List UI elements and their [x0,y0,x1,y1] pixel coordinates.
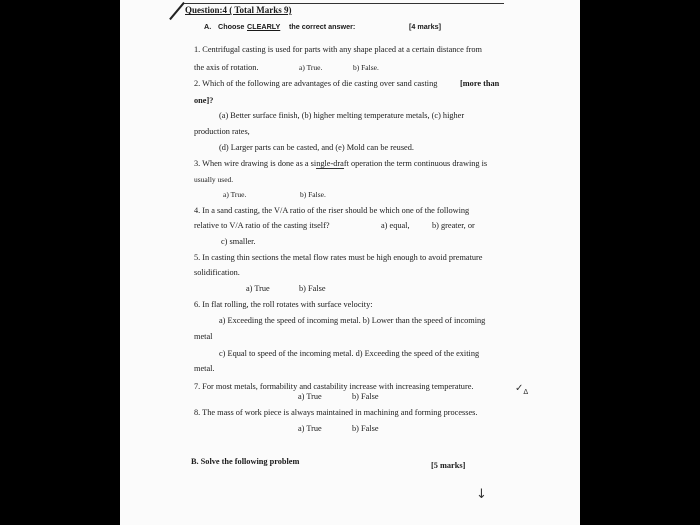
q8-option-b: b) False [352,424,379,433]
q6-options-1-cont: metal [194,332,213,341]
underline-mark [316,168,344,169]
q7-option-a: a) True [298,392,322,401]
q4-text: 4. In a sand casting, the V/A ratio of the riser should be which one of the following [194,206,470,215]
q5-text-cont: solidification. [194,268,240,277]
q5-text: 5. In casting thin sections the metal flow rates must be high enough to avoid premature [194,253,483,262]
q2-options-1: (a) Better surface finish, (b) higher melting temperature metals, (c) higher [219,111,465,120]
q1-option-a: a) True. [299,63,323,72]
q8-option-a: a) True [298,424,322,433]
top-rule [184,3,504,4]
q5-option-a: a) True [246,284,270,293]
q4-option-c: c) smaller. [221,237,256,246]
q3-option-b: b) False. [300,190,326,199]
q4-text-cont: relative to V/A ratio of the casting itself? [194,221,330,230]
q3-option-a: a) True. [223,190,247,199]
handwritten-arrow-icon: ↓ [476,487,487,502]
q3-text: 3. When wire drawing is done as a single-draft operation the term continuous drawing is [194,159,488,168]
part-a-instruction: the correct answer: [289,22,356,31]
q1-text: 1. Centrifugal casting is used for parts with any shape placed at a certain distance from [194,45,482,54]
q2-text: 2. Which of the following are advantages of die casting over sand casting [194,79,438,88]
q4-option-a: a) equal, [381,221,410,230]
q6-options-2: c) Equal to speed of the incoming metal. d) Exceeding the speed of the exiting [219,349,480,358]
part-a-choose: Choose [218,22,245,31]
part-a-marks: [4 marks] [409,22,441,31]
q7-option-b: b) False [352,392,379,401]
part-a-letter: A. [204,22,212,31]
handwritten-check-mark-icon: $✓_\Delta$ [515,383,529,396]
q5-option-b: b) False [299,284,326,293]
q4-option-b: b) greater, or [432,221,475,230]
q2-options-2: (d) Larger parts can be casted, and (e) Mold can be reused. [219,143,414,152]
q1-option-b: b) False. [353,63,379,72]
q2-options-1-cont: production rates, [194,127,250,136]
exam-page [120,0,580,525]
part-b-title: B. Solve the following problem [191,457,300,466]
q6-options-1: a) Exceeding the speed of incoming metal. b) Lower than the speed of incoming [219,316,486,325]
q7-text: 7. For most metals, formability and castability increase with increasing temperature. [194,382,474,391]
q6-options-2-cont: metal. [194,364,215,373]
q3-text-cont: usually used. [194,175,234,184]
q6-text: 6. In flat rolling, the roll rotates with surface velocity: [194,300,373,309]
q2-text-bold: [more than [460,79,500,88]
q2-text-cont: one]? [194,96,214,105]
question-title: Question:4 ( Total Marks 9) [185,5,292,15]
q8-text: 8. The mass of work piece is always maintained in machining and forming processes. [194,408,478,417]
part-b-marks: [5 marks] [431,461,466,470]
q1-text-cont: the axis of rotation. [194,63,259,72]
pen-slash-mark [169,2,185,20]
part-a-clearly: CLEARLY [247,22,281,31]
